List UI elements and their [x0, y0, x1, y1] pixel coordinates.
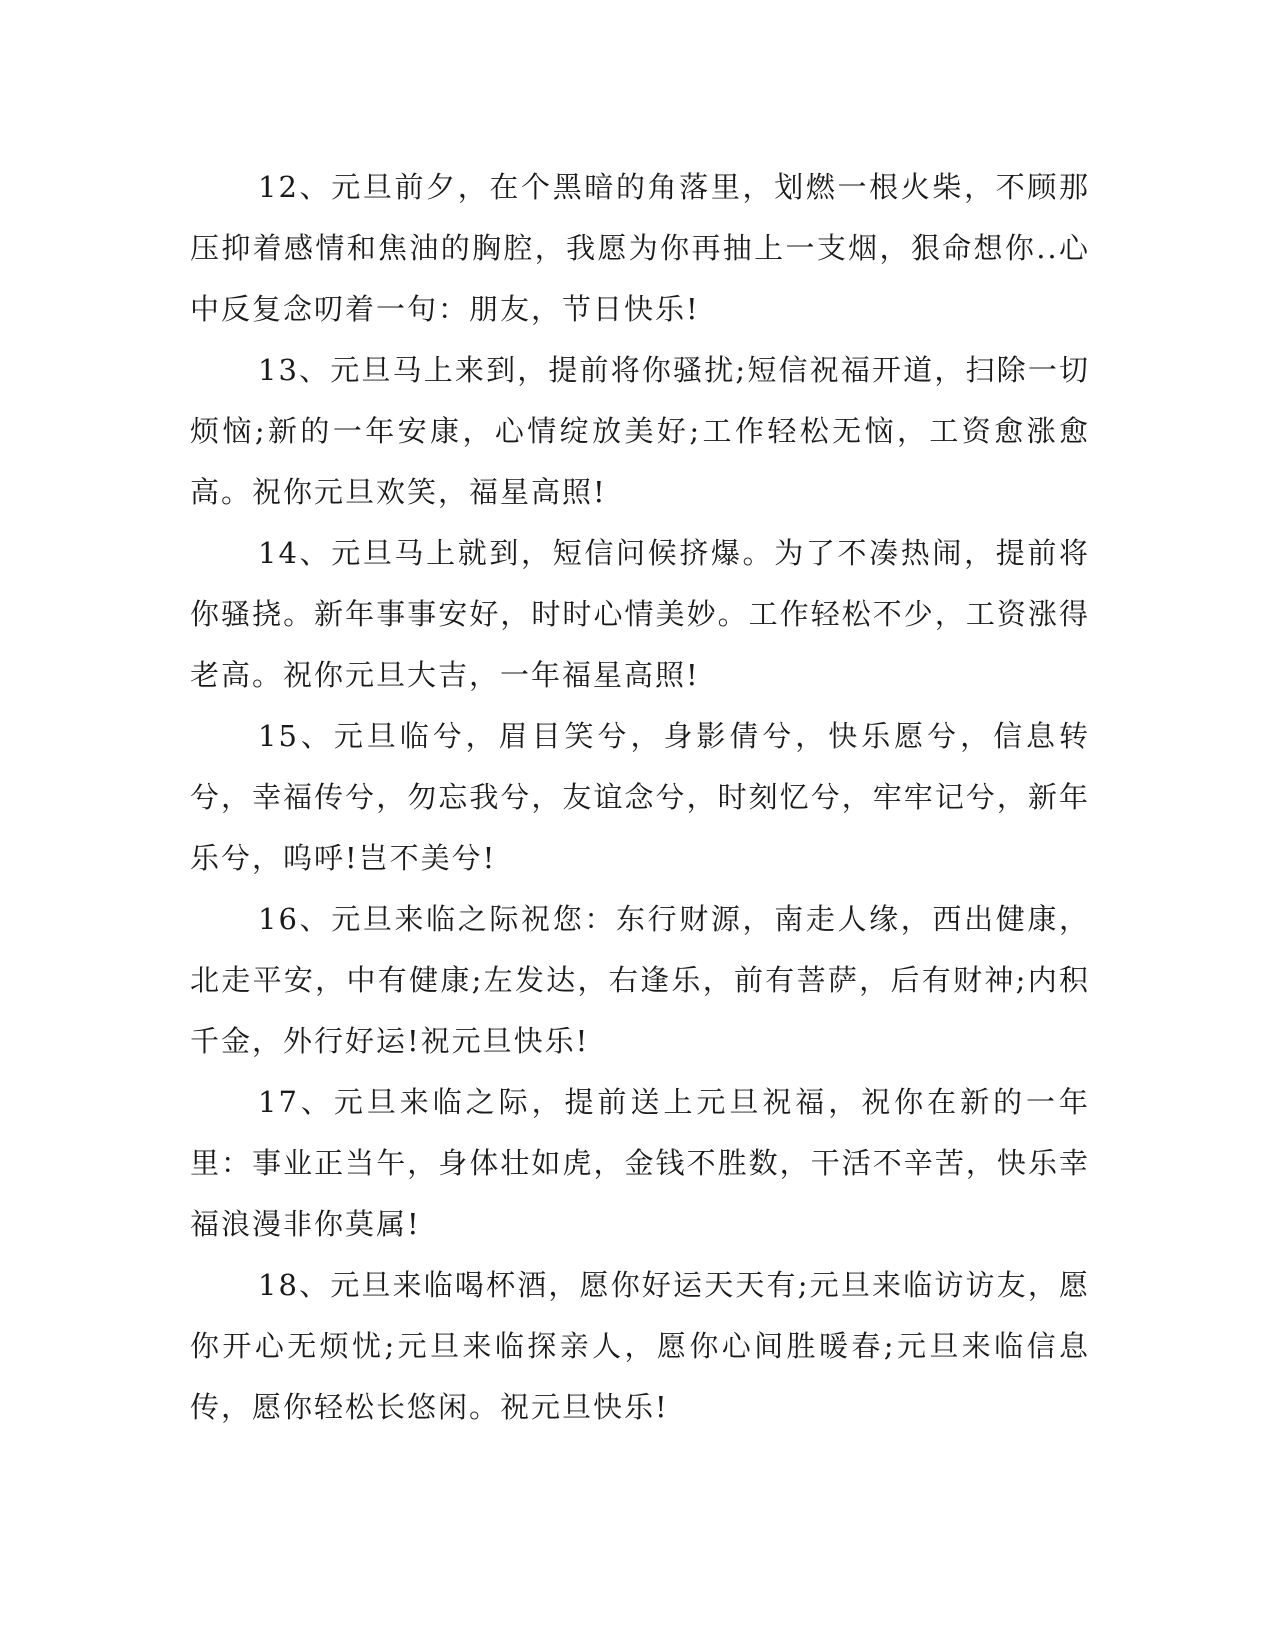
paragraph-17: 17、元旦来临之际，提前送上元旦祝福，祝你在新的一年里：事业正当午，身体壮如虎，金钱不胜数，干活不辛苦，快乐幸福浪漫非你莫属!	[190, 1085, 1090, 1241]
paragraph-18: 18、元旦来临喝杯酒，愿你好运天天有;元旦来临访访友，愿你开心无烦忧;元旦来临探亲人，愿你心间胜暖春;元旦来临信息传，愿你轻松长悠闲。祝元旦快乐!	[190, 1268, 1090, 1424]
paragraph-12: 12、元旦前夕，在个黑暗的角落里，划燃一根火柴，不顾那压抑着感情和焦油的胸腔，我愿为你再抽上一支烟，狠命想你..心中反复念叨着一句：朋友，节日快乐!	[190, 170, 1090, 326]
paragraph-13: 13、元旦马上来到，提前将你骚扰;短信祝福开道，扫除一切烦恼;新的一年安康，心情绽放美好;工作轻松无恼，工资愈涨愈高。祝你元旦欢笑，福星高照!	[190, 353, 1090, 509]
paragraph-16: 16、元旦来临之际祝您：东行财源，南走人缘，西出健康，北走平安，中有健康;左发达，右逢乐，前有菩萨，后有财神;内积千金，外行好运!祝元旦快乐!	[190, 902, 1090, 1058]
document-body	[190, 157, 1090, 1438]
paragraph-15: 15、元旦临兮，眉目笑兮，身影倩兮，快乐愿兮，信息转兮，幸福传兮，勿忘我兮，友谊念兮，时刻忆兮，牢牢记兮，新年乐兮，呜呼!岂不美兮!	[190, 719, 1090, 875]
paragraph-14: 14、元旦马上就到，短信问候挤爆。为了不凑热闹，提前将你骚挠。新年事事安好，时时心情美妙。工作轻松不少，工资涨得老高。祝你元旦大吉，一年福星高照!	[190, 536, 1090, 692]
